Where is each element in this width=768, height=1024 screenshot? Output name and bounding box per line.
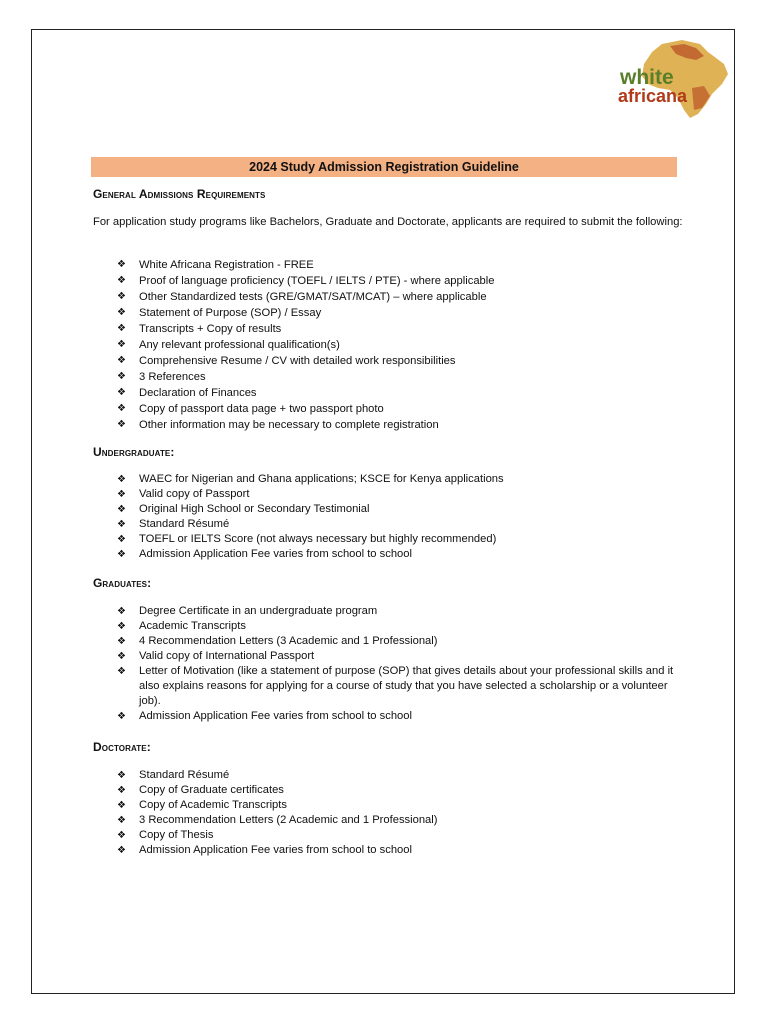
white-africana-logo: [612, 38, 734, 122]
list-item: [117, 843, 687, 858]
bullet-diamond-icon: ❖: [117, 489, 126, 500]
list-item-text: Academic Transcripts: [139, 620, 246, 632]
page-title: 2024 Study Admission Registration Guideline: [91, 157, 677, 177]
list-item-text: Copy of Graduate certificates: [139, 784, 284, 796]
list-item-text: Statement of Purpose (SOP) / Essay: [139, 307, 322, 319]
list-item: [117, 813, 687, 828]
list-item: [117, 257, 687, 273]
list-item-text: Standard Résumé: [139, 769, 230, 781]
bullet-diamond-icon: ❖: [117, 387, 126, 398]
list-item: [117, 768, 687, 783]
bullet-diamond-icon: ❖: [117, 504, 126, 515]
list-item: [117, 532, 687, 547]
bullet-diamond-icon: ❖: [117, 474, 126, 485]
logo-text-africana: africana: [618, 86, 688, 106]
list-item-text: TOEFL or IELTS Score (not always necessary but highly recommended): [139, 533, 497, 545]
doctorate-heading: Doctorate:: [93, 740, 151, 754]
list-item: [117, 634, 687, 649]
list-item: [117, 321, 687, 337]
bullet-diamond-icon: ❖: [117, 549, 126, 560]
list-item: [117, 664, 687, 709]
list-item-text: White Africana Registration - FREE: [139, 259, 314, 271]
list-item-text: Transcripts + Copy of results: [139, 323, 282, 335]
list-item-text: Admission Application Fee varies from school to school: [139, 710, 412, 722]
bullet-diamond-icon: ❖: [117, 785, 126, 796]
list-item: [117, 547, 687, 562]
bullet-diamond-icon: ❖: [117, 830, 126, 841]
bullet-diamond-icon: ❖: [117, 403, 126, 414]
list-item-text: 3 References: [139, 371, 206, 383]
list-item-text: Comprehensive Resume / CV with detailed work responsibilities: [139, 355, 456, 367]
bullet-diamond-icon: ❖: [117, 371, 126, 382]
bullet-diamond-icon: ❖: [117, 636, 126, 647]
list-item-text: Declaration of Finances: [139, 387, 257, 399]
list-item: [117, 369, 687, 385]
list-item: [117, 828, 687, 843]
bullet-diamond-icon: ❖: [117, 323, 126, 334]
bullet-diamond-icon: ❖: [117, 419, 126, 430]
list-item: [117, 337, 687, 353]
list-item-text: Copy of Thesis: [139, 829, 214, 841]
doctorate-list: [117, 768, 687, 858]
list-item-text: Copy of passport data page + two passport photo: [139, 403, 384, 415]
bullet-diamond-icon: ❖: [117, 534, 126, 545]
list-item: [117, 783, 687, 798]
list-item: [117, 487, 687, 502]
list-item-text: Admission Application Fee varies from school to school: [139, 844, 412, 856]
undergraduate-list: [117, 472, 687, 562]
list-item: [117, 417, 687, 433]
bullet-diamond-icon: ❖: [117, 621, 126, 632]
list-item: [117, 619, 687, 634]
list-item-text: 4 Recommendation Letters (3 Academic and 1 Professional): [139, 635, 438, 647]
list-item: [117, 472, 687, 487]
list-item-text: Original High School or Secondary Testimonial: [139, 503, 370, 515]
list-item-text: Valid copy of International Passport: [139, 650, 315, 662]
bullet-diamond-icon: ❖: [117, 651, 126, 662]
bullet-diamond-icon: ❖: [117, 800, 126, 811]
list-item: [117, 649, 687, 664]
list-item-text: Letter of Motivation (like a statement of purpose (SOP) that gives details about your professional skills and it also explains reasons for applying for a course of study that you have selected a scholarship or a volunteer job).: [139, 665, 674, 707]
list-item: [117, 401, 687, 417]
list-item-text: Standard Résumé: [139, 518, 230, 530]
logo-text-white: white: [620, 66, 674, 89]
list-item-text: WAEC for Nigerian and Ghana applications; KSCE for Kenya applications: [139, 473, 504, 485]
list-item: [117, 353, 687, 369]
list-item-text: Any relevant professional qualification(s): [139, 339, 340, 351]
list-item-text: Other information may be necessary to complete registration: [139, 419, 439, 431]
bullet-diamond-icon: ❖: [117, 815, 126, 826]
list-item-text: Other Standardized tests (GRE/GMAT/SAT/MCAT) – where applicable: [139, 291, 487, 303]
general-requirements-heading: General Admissions Requirements: [93, 187, 266, 201]
bullet-diamond-icon: ❖: [117, 519, 126, 530]
list-item: [117, 385, 687, 401]
bullet-diamond-icon: ❖: [117, 275, 126, 286]
bullet-diamond-icon: ❖: [117, 711, 126, 722]
graduates-list: [117, 604, 687, 724]
bullet-diamond-icon: ❖: [117, 259, 126, 270]
general-intro-text: For application study programs like Bachelors, Graduate and Doctorate, applicants are required to submit the following:: [93, 216, 683, 228]
bullet-diamond-icon: ❖: [117, 606, 126, 617]
list-item: [117, 709, 687, 724]
bullet-diamond-icon: ❖: [117, 355, 126, 366]
undergraduate-heading: Undergraduate:: [93, 445, 175, 459]
list-item: [117, 604, 687, 619]
list-item-text: Admission Application Fee varies from school to school: [139, 548, 412, 560]
list-item: [117, 517, 687, 532]
list-item: [117, 798, 687, 813]
list-item-text: Proof of language proficiency (TOEFL / IELTS / PTE) - where applicable: [139, 275, 495, 287]
list-item-text: 3 Recommendation Letters (2 Academic and 1 Professional): [139, 814, 438, 826]
bullet-diamond-icon: ❖: [117, 339, 126, 350]
list-item: [117, 289, 687, 305]
list-item: [117, 305, 687, 321]
list-item-text: Degree Certificate in an undergraduate program: [139, 605, 378, 617]
bullet-diamond-icon: ❖: [117, 845, 126, 856]
bullet-diamond-icon: ❖: [117, 291, 126, 302]
bullet-diamond-icon: ❖: [117, 770, 126, 781]
bullet-diamond-icon: ❖: [117, 666, 126, 677]
bullet-diamond-icon: ❖: [117, 307, 126, 318]
general-requirements-list: [117, 257, 687, 433]
list-item: [117, 502, 687, 517]
list-item-text: Copy of Academic Transcripts: [139, 799, 287, 811]
graduates-heading: Graduates:: [93, 576, 152, 590]
list-item-text: Valid copy of Passport: [139, 488, 250, 500]
list-item: [117, 273, 687, 289]
